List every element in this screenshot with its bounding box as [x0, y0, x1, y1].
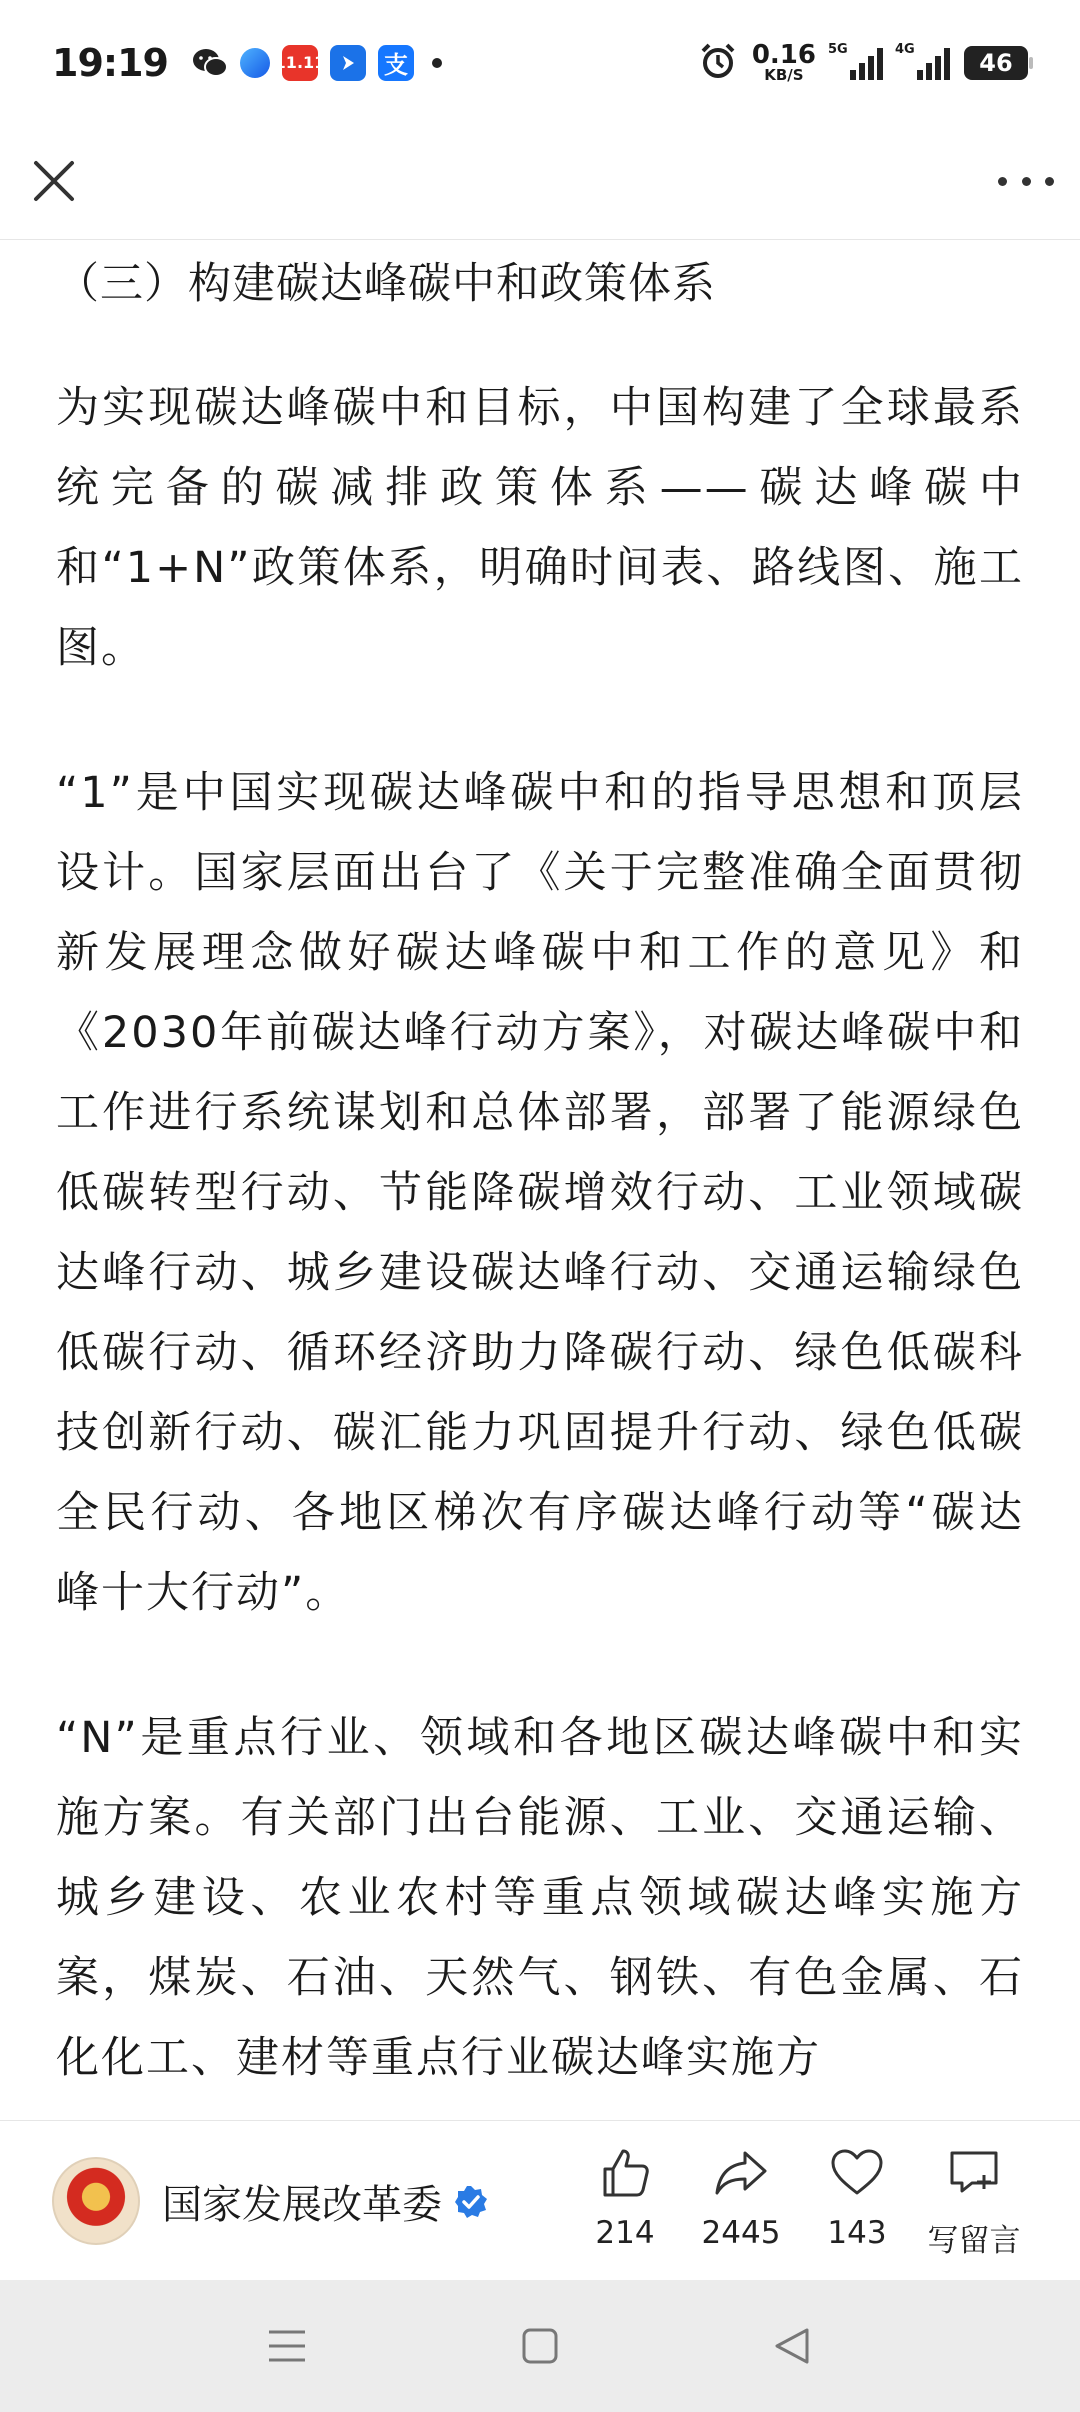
publisher-avatar[interactable] — [52, 2157, 140, 2245]
signal-5g-label: 5G — [828, 41, 848, 57]
write-comment-label: 写留言 — [927, 2223, 1021, 2259]
alarm-icon — [698, 41, 738, 85]
favorite-button[interactable] — [797, 2145, 917, 2251]
more-options-icon[interactable] — [998, 163, 1054, 199]
article-paragraph: “1”是中国实现碳达峰碳中和的指导思想和顶层设计。国家层面出台了《关于完整准确全面贯彻新发展理念做好碳达峰碳中和工作的意见》和《2030年前碳达峰行动方案》，对碳达峰碳中和工作进行系统谋划和总体部署，部署了能源绿色低碳转型行动、节能降碳增效行动、工业领域碳达峰行动、城乡建设碳达峰行动、交通运输绿色低碳行动、循环经济助力降碳行动、绿色低碳科技创新行动、碳汇能力巩固提升行动、绿色低碳全民行动、各地区梯次有序碳达峰行动等“碳达峰十大行动”。 — [56, 768, 1024, 1618]
favorite-count: 143 — [827, 2215, 887, 2251]
home-icon[interactable] — [516, 2322, 564, 2370]
alipay-icon: 支 — [378, 45, 414, 81]
back-icon[interactable] — [769, 2322, 817, 2370]
recent-apps-icon[interactable] — [263, 2322, 311, 2370]
signal-4g-label: 4G — [895, 41, 915, 57]
article-content — [0, 240, 1080, 2120]
battery-icon: 46 — [964, 46, 1028, 80]
publisher-name[interactable] — [162, 2173, 488, 2230]
like-button[interactable] — [565, 2145, 685, 2251]
network-speed-value: 0.16 — [751, 40, 816, 70]
publisher-name-text: 国家发展改革委 — [162, 2182, 442, 2228]
article-paragraph: 为实现碳达峰碳中和目标，中国构建了全球最系统完备的碳减排政策体系——碳达峰碳中和“1+N”政策体系，明确时间表、路线图、施工图。 — [56, 383, 1024, 673]
verified-badge-icon — [454, 2185, 488, 2219]
wechat-icon — [192, 45, 228, 81]
network-speed-unit: KB/S — [764, 66, 804, 84]
close-icon[interactable] — [30, 157, 78, 205]
article-paragraph: “N”是重点行业、领域和各地区碳达峰碳中和实施方案。有关部门出台能源、工业、交通运输、城乡建设、农业农村等重点领域碳达峰实施方案，煤炭、石油、天然气、钢铁、有色金属、石化化工、建材等重点行业碳达峰实施方 — [56, 1713, 1024, 2083]
signal-4g-icon — [895, 41, 950, 80]
app-arrow-icon — [330, 45, 366, 81]
share-icon — [713, 2145, 769, 2201]
write-comment-button[interactable] — [914, 2145, 1034, 2260]
article-subheading: （三）构建碳达峰碳中和政策体系 — [56, 259, 716, 309]
system-navigation-bar — [0, 2280, 1080, 2412]
article-action-bar — [0, 2120, 1080, 2280]
heart-icon — [829, 2145, 885, 2201]
status-bar — [0, 0, 1080, 125]
network-speed — [752, 42, 816, 83]
signal-5g-icon — [828, 41, 883, 80]
share-button[interactable] — [681, 2145, 801, 2251]
comment-add-icon — [946, 2145, 1002, 2201]
status-time: 19:19 — [52, 40, 168, 85]
like-count: 214 — [595, 2215, 655, 2251]
status-indicators — [698, 41, 1028, 85]
browser-icon — [240, 48, 270, 78]
thumbs-up-icon — [597, 2145, 653, 2201]
more-notifications-dot — [432, 58, 442, 68]
share-count: 2445 — [701, 2215, 781, 2251]
notification-icons — [192, 45, 442, 81]
nav-bar — [0, 125, 1080, 240]
tmall-icon: 11.11 — [282, 45, 318, 81]
